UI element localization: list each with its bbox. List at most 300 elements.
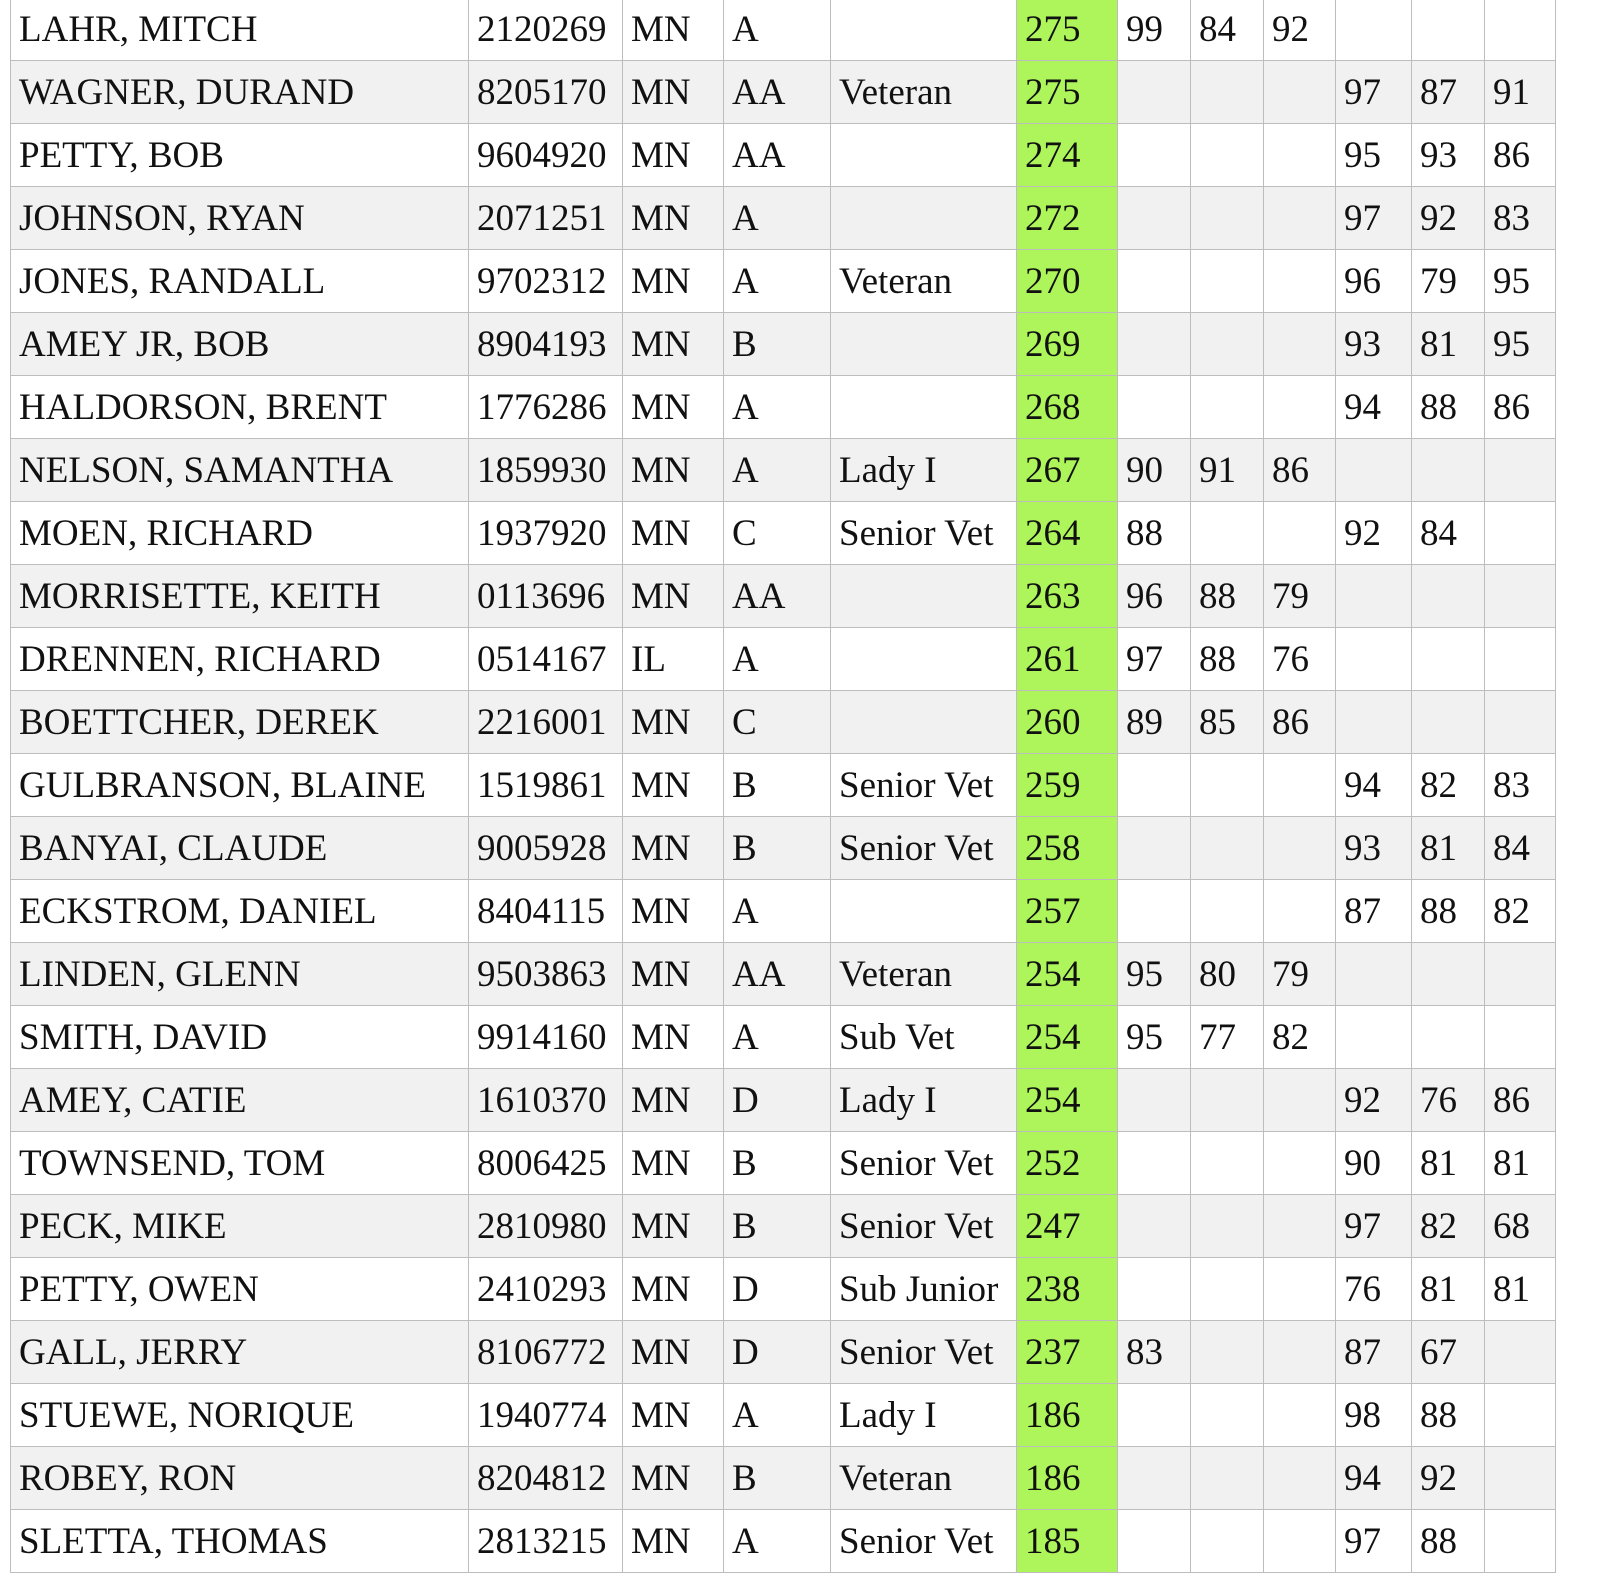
score-2-cell — [1191, 250, 1264, 313]
shooter-name-cell: DRENNEN, RICHARD — [11, 628, 469, 691]
score-1-cell: 89 — [1118, 691, 1191, 754]
score-5-cell: 84 — [1412, 502, 1485, 565]
score-3-cell — [1264, 250, 1336, 313]
score-2-cell: 77 — [1191, 1006, 1264, 1069]
results-table-container — [10, 0, 1556, 1573]
score-4-cell — [1336, 565, 1412, 628]
score-1-cell — [1118, 880, 1191, 943]
score-2-cell — [1191, 880, 1264, 943]
score-5-cell — [1412, 1006, 1485, 1069]
score-2-cell — [1191, 754, 1264, 817]
shooter-id-cell: 2813215 — [469, 1510, 623, 1573]
score-3-cell — [1264, 61, 1336, 124]
shooter-name-cell: JONES, RANDALL — [11, 250, 469, 313]
score-6-cell — [1485, 1510, 1556, 1573]
state-cell: MN — [623, 502, 724, 565]
score-5-cell: 76 — [1412, 1069, 1485, 1132]
total-score-cell: 270 — [1017, 250, 1118, 313]
score-3-cell — [1264, 754, 1336, 817]
table-row — [11, 439, 1556, 502]
score-2-cell: 88 — [1191, 565, 1264, 628]
score-1-cell: 96 — [1118, 565, 1191, 628]
state-cell: MN — [623, 61, 724, 124]
shooter-id-cell: 2071251 — [469, 187, 623, 250]
score-4-cell: 87 — [1336, 880, 1412, 943]
score-1-cell — [1118, 376, 1191, 439]
total-score-cell: 252 — [1017, 1132, 1118, 1195]
score-2-cell: 84 — [1191, 0, 1264, 61]
score-4-cell — [1336, 439, 1412, 502]
category-cell — [831, 565, 1017, 628]
score-2-cell — [1191, 1258, 1264, 1321]
score-1-cell: 90 — [1118, 439, 1191, 502]
score-1-cell: 88 — [1118, 502, 1191, 565]
state-cell: MN — [623, 1195, 724, 1258]
table-row — [11, 1321, 1556, 1384]
shooter-id-cell: 1940774 — [469, 1384, 623, 1447]
score-2-cell — [1191, 61, 1264, 124]
state-cell: MN — [623, 817, 724, 880]
score-4-cell: 97 — [1336, 1510, 1412, 1573]
total-score-cell: 186 — [1017, 1384, 1118, 1447]
score-1-cell — [1118, 61, 1191, 124]
state-cell: MN — [623, 691, 724, 754]
score-3-cell — [1264, 1195, 1336, 1258]
score-4-cell: 76 — [1336, 1258, 1412, 1321]
score-4-cell: 97 — [1336, 1195, 1412, 1258]
shooter-name-cell: BOETTCHER, DEREK — [11, 691, 469, 754]
category-cell: Senior Vet — [831, 754, 1017, 817]
shooter-name-cell: GULBRANSON, BLAINE — [11, 754, 469, 817]
score-6-cell — [1485, 943, 1556, 1006]
score-6-cell — [1485, 1321, 1556, 1384]
class-cell: A — [724, 439, 831, 502]
score-4-cell: 98 — [1336, 1384, 1412, 1447]
category-cell: Senior Vet — [831, 1321, 1017, 1384]
table-row — [11, 754, 1556, 817]
score-2-cell — [1191, 313, 1264, 376]
score-1-cell: 97 — [1118, 628, 1191, 691]
category-cell — [831, 880, 1017, 943]
score-4-cell: 96 — [1336, 250, 1412, 313]
table-row — [11, 565, 1556, 628]
score-1-cell: 95 — [1118, 943, 1191, 1006]
state-cell: MN — [623, 1132, 724, 1195]
score-3-cell — [1264, 1384, 1336, 1447]
shooter-name-cell: WAGNER, DURAND — [11, 61, 469, 124]
score-3-cell — [1264, 376, 1336, 439]
class-cell: A — [724, 250, 831, 313]
shooter-id-cell: 8404115 — [469, 880, 623, 943]
class-cell: A — [724, 880, 831, 943]
shooter-id-cell: 1859930 — [469, 439, 623, 502]
score-1-cell — [1118, 187, 1191, 250]
shooter-id-cell: 1937920 — [469, 502, 623, 565]
total-score-cell: 268 — [1017, 376, 1118, 439]
score-3-cell — [1264, 1132, 1336, 1195]
shooter-id-cell: 8106772 — [469, 1321, 623, 1384]
state-cell: MN — [623, 313, 724, 376]
score-6-cell: 95 — [1485, 313, 1556, 376]
score-4-cell: 90 — [1336, 1132, 1412, 1195]
class-cell: AA — [724, 943, 831, 1006]
class-cell: AA — [724, 61, 831, 124]
score-6-cell: 81 — [1485, 1132, 1556, 1195]
state-cell: MN — [623, 439, 724, 502]
state-cell: MN — [623, 1258, 724, 1321]
category-cell: Sub Junior — [831, 1258, 1017, 1321]
category-cell — [831, 124, 1017, 187]
total-score-cell: 185 — [1017, 1510, 1118, 1573]
class-cell: B — [724, 754, 831, 817]
class-cell: D — [724, 1321, 831, 1384]
shooter-name-cell: NELSON, SAMANTHA — [11, 439, 469, 502]
score-3-cell: 76 — [1264, 628, 1336, 691]
results-table — [10, 0, 1556, 1573]
table-row — [11, 502, 1556, 565]
table-row — [11, 0, 1556, 61]
score-3-cell: 79 — [1264, 943, 1336, 1006]
shooter-name-cell: AMEY JR, BOB — [11, 313, 469, 376]
total-score-cell: 275 — [1017, 61, 1118, 124]
score-1-cell — [1118, 1384, 1191, 1447]
category-cell: Senior Vet — [831, 817, 1017, 880]
score-3-cell — [1264, 1069, 1336, 1132]
score-1-cell — [1118, 1069, 1191, 1132]
score-6-cell: 81 — [1485, 1258, 1556, 1321]
class-cell: D — [724, 1258, 831, 1321]
score-3-cell — [1264, 1258, 1336, 1321]
score-5-cell: 79 — [1412, 250, 1485, 313]
total-score-cell: 274 — [1017, 124, 1118, 187]
score-6-cell — [1485, 0, 1556, 61]
score-2-cell: 91 — [1191, 439, 1264, 502]
total-score-cell: 264 — [1017, 502, 1118, 565]
score-3-cell — [1264, 1510, 1336, 1573]
score-5-cell — [1412, 628, 1485, 691]
score-3-cell: 82 — [1264, 1006, 1336, 1069]
class-cell: A — [724, 1384, 831, 1447]
class-cell: A — [724, 628, 831, 691]
total-score-cell: 254 — [1017, 1069, 1118, 1132]
table-row — [11, 817, 1556, 880]
score-5-cell: 82 — [1412, 754, 1485, 817]
score-3-cell: 79 — [1264, 565, 1336, 628]
class-cell: C — [724, 502, 831, 565]
results-table-body — [11, 0, 1556, 1573]
shooter-id-cell: 8205170 — [469, 61, 623, 124]
score-2-cell — [1191, 1447, 1264, 1510]
table-row — [11, 1006, 1556, 1069]
total-score-cell: 247 — [1017, 1195, 1118, 1258]
score-3-cell — [1264, 880, 1336, 943]
score-3-cell — [1264, 817, 1336, 880]
category-cell: Veteran — [831, 61, 1017, 124]
score-3-cell — [1264, 187, 1336, 250]
category-cell: Senior Vet — [831, 1510, 1017, 1573]
score-5-cell: 81 — [1412, 1132, 1485, 1195]
score-2-cell: 85 — [1191, 691, 1264, 754]
table-row — [11, 1384, 1556, 1447]
shooter-name-cell: GALL, JERRY — [11, 1321, 469, 1384]
total-score-cell: 238 — [1017, 1258, 1118, 1321]
score-5-cell: 82 — [1412, 1195, 1485, 1258]
category-cell: Veteran — [831, 250, 1017, 313]
total-score-cell: 263 — [1017, 565, 1118, 628]
score-4-cell: 97 — [1336, 187, 1412, 250]
table-row — [11, 124, 1556, 187]
state-cell: MN — [623, 1384, 724, 1447]
shooter-id-cell: 9604920 — [469, 124, 623, 187]
shooter-name-cell: ROBEY, RON — [11, 1447, 469, 1510]
category-cell: Veteran — [831, 943, 1017, 1006]
category-cell — [831, 313, 1017, 376]
score-2-cell — [1191, 1069, 1264, 1132]
state-cell: MN — [623, 0, 724, 61]
score-6-cell: 84 — [1485, 817, 1556, 880]
total-score-cell: 260 — [1017, 691, 1118, 754]
score-4-cell: 94 — [1336, 754, 1412, 817]
score-6-cell: 68 — [1485, 1195, 1556, 1258]
score-1-cell — [1118, 1132, 1191, 1195]
class-cell: B — [724, 1195, 831, 1258]
state-cell: MN — [623, 565, 724, 628]
total-score-cell: 259 — [1017, 754, 1118, 817]
state-cell: MN — [623, 1447, 724, 1510]
score-5-cell — [1412, 0, 1485, 61]
shooter-id-cell: 2410293 — [469, 1258, 623, 1321]
shooter-id-cell: 1610370 — [469, 1069, 623, 1132]
score-3-cell: 92 — [1264, 0, 1336, 61]
shooter-name-cell: LINDEN, GLENN — [11, 943, 469, 1006]
table-row — [11, 61, 1556, 124]
shooter-name-cell: PECK, MIKE — [11, 1195, 469, 1258]
shooter-id-cell: 9503863 — [469, 943, 623, 1006]
shooter-name-cell: SLETTA, THOMAS — [11, 1510, 469, 1573]
shooter-name-cell: PETTY, BOB — [11, 124, 469, 187]
score-3-cell: 86 — [1264, 691, 1336, 754]
score-1-cell — [1118, 1258, 1191, 1321]
total-score-cell: 254 — [1017, 943, 1118, 1006]
score-4-cell: 94 — [1336, 376, 1412, 439]
score-1-cell — [1118, 754, 1191, 817]
score-5-cell: 92 — [1412, 187, 1485, 250]
state-cell: MN — [623, 1510, 724, 1573]
shooter-name-cell: STUEWE, NORIQUE — [11, 1384, 469, 1447]
score-4-cell — [1336, 628, 1412, 691]
shooter-name-cell: MOEN, RICHARD — [11, 502, 469, 565]
score-5-cell: 88 — [1412, 376, 1485, 439]
score-1-cell — [1118, 817, 1191, 880]
score-2-cell — [1191, 1510, 1264, 1573]
score-6-cell: 83 — [1485, 754, 1556, 817]
class-cell: AA — [724, 565, 831, 628]
shooter-id-cell: 8006425 — [469, 1132, 623, 1195]
shooter-name-cell: SMITH, DAVID — [11, 1006, 469, 1069]
total-score-cell: 254 — [1017, 1006, 1118, 1069]
score-2-cell: 88 — [1191, 628, 1264, 691]
shooter-name-cell: LAHR, MITCH — [11, 0, 469, 61]
score-2-cell — [1191, 187, 1264, 250]
table-row — [11, 691, 1556, 754]
shooter-id-cell: 9702312 — [469, 250, 623, 313]
score-5-cell: 67 — [1412, 1321, 1485, 1384]
total-score-cell: 186 — [1017, 1447, 1118, 1510]
score-2-cell — [1191, 1195, 1264, 1258]
shooter-name-cell: AMEY, CATIE — [11, 1069, 469, 1132]
shooter-id-cell: 0514167 — [469, 628, 623, 691]
state-cell: MN — [623, 124, 724, 187]
state-cell: MN — [623, 187, 724, 250]
score-5-cell — [1412, 943, 1485, 1006]
score-5-cell: 81 — [1412, 313, 1485, 376]
score-4-cell: 94 — [1336, 1447, 1412, 1510]
category-cell: Senior Vet — [831, 1195, 1017, 1258]
category-cell — [831, 628, 1017, 691]
class-cell: B — [724, 1132, 831, 1195]
state-cell: MN — [623, 754, 724, 817]
shooter-id-cell: 9914160 — [469, 1006, 623, 1069]
total-score-cell: 275 — [1017, 0, 1118, 61]
score-1-cell: 99 — [1118, 0, 1191, 61]
shooter-name-cell: PETTY, OWEN — [11, 1258, 469, 1321]
shooter-id-cell: 1519861 — [469, 754, 623, 817]
class-cell: C — [724, 691, 831, 754]
table-row — [11, 943, 1556, 1006]
table-row — [11, 1510, 1556, 1573]
category-cell — [831, 691, 1017, 754]
table-row — [11, 1195, 1556, 1258]
score-4-cell — [1336, 691, 1412, 754]
category-cell: Lady I — [831, 1384, 1017, 1447]
shooter-id-cell: 2216001 — [469, 691, 623, 754]
score-1-cell: 95 — [1118, 1006, 1191, 1069]
shooter-name-cell: ECKSTROM, DANIEL — [11, 880, 469, 943]
total-score-cell: 267 — [1017, 439, 1118, 502]
shooter-name-cell: HALDORSON, BRENT — [11, 376, 469, 439]
score-1-cell — [1118, 1195, 1191, 1258]
score-5-cell: 92 — [1412, 1447, 1485, 1510]
state-cell: IL — [623, 628, 724, 691]
class-cell: A — [724, 1006, 831, 1069]
score-3-cell — [1264, 313, 1336, 376]
state-cell: MN — [623, 943, 724, 1006]
score-1-cell — [1118, 124, 1191, 187]
class-cell: B — [724, 313, 831, 376]
score-6-cell — [1485, 1384, 1556, 1447]
shooter-name-cell: MORRISETTE, KEITH — [11, 565, 469, 628]
category-cell — [831, 187, 1017, 250]
category-cell: Senior Vet — [831, 1132, 1017, 1195]
category-cell — [831, 376, 1017, 439]
score-6-cell: 86 — [1485, 376, 1556, 439]
table-row — [11, 1258, 1556, 1321]
shooter-id-cell: 1776286 — [469, 376, 623, 439]
score-4-cell: 92 — [1336, 1069, 1412, 1132]
shooter-id-cell: 8204812 — [469, 1447, 623, 1510]
table-row — [11, 1447, 1556, 1510]
score-5-cell: 87 — [1412, 61, 1485, 124]
score-3-cell — [1264, 1321, 1336, 1384]
shooter-id-cell: 2810980 — [469, 1195, 623, 1258]
class-cell: A — [724, 1510, 831, 1573]
score-4-cell: 93 — [1336, 817, 1412, 880]
score-4-cell: 87 — [1336, 1321, 1412, 1384]
score-5-cell — [1412, 691, 1485, 754]
shooter-id-cell: 0113696 — [469, 565, 623, 628]
class-cell: D — [724, 1069, 831, 1132]
score-3-cell — [1264, 502, 1336, 565]
score-3-cell: 86 — [1264, 439, 1336, 502]
score-6-cell — [1485, 439, 1556, 502]
score-6-cell: 83 — [1485, 187, 1556, 250]
class-cell: B — [724, 817, 831, 880]
score-2-cell — [1191, 817, 1264, 880]
score-2-cell — [1191, 1132, 1264, 1195]
score-6-cell — [1485, 1006, 1556, 1069]
score-5-cell: 88 — [1412, 880, 1485, 943]
score-4-cell: 92 — [1336, 502, 1412, 565]
score-6-cell: 86 — [1485, 124, 1556, 187]
score-2-cell — [1191, 502, 1264, 565]
category-cell: Senior Vet — [831, 502, 1017, 565]
score-5-cell — [1412, 565, 1485, 628]
score-2-cell — [1191, 376, 1264, 439]
score-5-cell: 81 — [1412, 1258, 1485, 1321]
state-cell: MN — [623, 1321, 724, 1384]
class-cell: A — [724, 376, 831, 439]
total-score-cell: 257 — [1017, 880, 1118, 943]
score-1-cell — [1118, 1510, 1191, 1573]
score-6-cell — [1485, 691, 1556, 754]
score-2-cell — [1191, 1321, 1264, 1384]
table-row — [11, 313, 1556, 376]
category-cell — [831, 0, 1017, 61]
shooter-id-cell: 9005928 — [469, 817, 623, 880]
table-row — [11, 1069, 1556, 1132]
category-cell: Lady I — [831, 439, 1017, 502]
score-6-cell: 86 — [1485, 1069, 1556, 1132]
score-2-cell — [1191, 1384, 1264, 1447]
table-row — [11, 628, 1556, 691]
score-1-cell — [1118, 313, 1191, 376]
score-6-cell — [1485, 502, 1556, 565]
state-cell: MN — [623, 1006, 724, 1069]
state-cell: MN — [623, 250, 724, 313]
total-score-cell: 272 — [1017, 187, 1118, 250]
category-cell: Veteran — [831, 1447, 1017, 1510]
score-4-cell: 97 — [1336, 61, 1412, 124]
score-1-cell: 83 — [1118, 1321, 1191, 1384]
score-6-cell — [1485, 628, 1556, 691]
score-3-cell — [1264, 124, 1336, 187]
table-row — [11, 880, 1556, 943]
score-2-cell — [1191, 124, 1264, 187]
state-cell: MN — [623, 376, 724, 439]
class-cell: A — [724, 187, 831, 250]
category-cell: Sub Vet — [831, 1006, 1017, 1069]
score-5-cell: 81 — [1412, 817, 1485, 880]
total-score-cell: 237 — [1017, 1321, 1118, 1384]
score-6-cell: 91 — [1485, 61, 1556, 124]
class-cell: A — [724, 0, 831, 61]
shooter-id-cell: 8904193 — [469, 313, 623, 376]
category-cell: Lady I — [831, 1069, 1017, 1132]
total-score-cell: 261 — [1017, 628, 1118, 691]
shooter-name-cell: JOHNSON, RYAN — [11, 187, 469, 250]
class-cell: B — [724, 1447, 831, 1510]
score-1-cell — [1118, 250, 1191, 313]
